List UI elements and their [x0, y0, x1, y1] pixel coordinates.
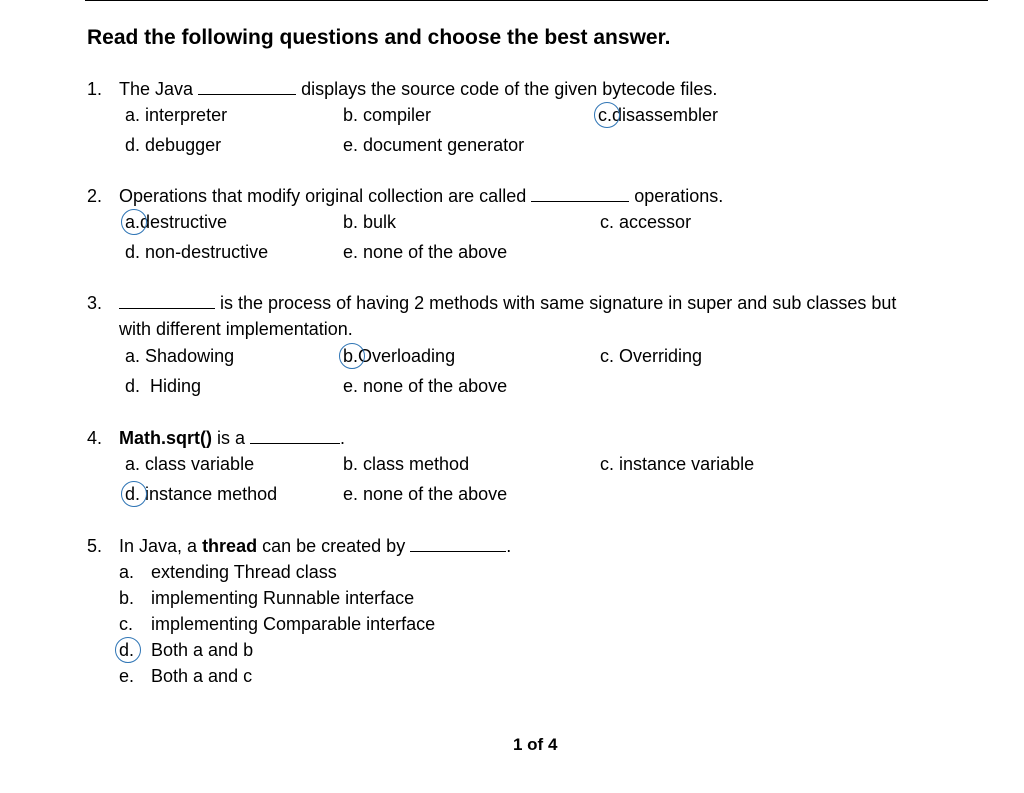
- option-d[interactable]: d. debugger: [125, 135, 222, 155]
- question-text: Math.sqrt() is a .: [119, 428, 346, 448]
- answer-blank: [198, 80, 296, 95]
- option-c[interactable]: c.disassembler: [598, 105, 719, 125]
- option-e[interactable]: e. none of the above: [343, 484, 508, 504]
- question-text: is the process of having 2 methods with same signature in super and sub classes but: [119, 292, 896, 314]
- option-c[interactable]: c. instance variable: [600, 454, 755, 474]
- question-number: 2.: [87, 186, 103, 206]
- question-number: 1.: [87, 79, 103, 99]
- answer-blank: [531, 187, 629, 202]
- question-text-continued: with different implementation.: [119, 319, 353, 339]
- page-heading: Read the following questions and choose the best answer.: [87, 26, 671, 49]
- selected-answer-circle: b.: [343, 346, 359, 366]
- selected-answer-circle: d.: [125, 484, 141, 504]
- option-e[interactable]: e. none of the above: [343, 242, 508, 262]
- option-e[interactable]: e. Both a and c: [119, 666, 253, 686]
- answer-blank: [119, 294, 215, 309]
- option-d[interactable]: d. instance method: [125, 484, 278, 504]
- option-d[interactable]: d. non-destructive: [125, 242, 269, 262]
- question-text: In Java, a thread can be created by .: [119, 536, 512, 556]
- answer-blank: [410, 537, 506, 552]
- question-text: Operations that modify original collection are called operations.: [119, 186, 724, 206]
- selected-answer-circle: d.: [119, 640, 135, 660]
- answer-blank: [250, 429, 340, 444]
- option-c[interactable]: c. accessor: [600, 212, 692, 232]
- option-d[interactable]: d. Both a and b: [119, 640, 254, 660]
- option-a[interactable]: a. interpreter: [125, 105, 228, 125]
- selected-answer-circle: c.: [598, 105, 613, 125]
- option-d[interactable]: d. Hiding: [125, 376, 202, 396]
- question-number: 3.: [87, 293, 103, 313]
- option-b[interactable]: b. class method: [343, 454, 470, 474]
- option-a[interactable]: a. Shadowing: [125, 346, 235, 366]
- option-e[interactable]: e. document generator: [343, 135, 525, 155]
- question-number: 5.: [87, 536, 103, 556]
- option-b[interactable]: b. bulk: [343, 212, 397, 232]
- option-a[interactable]: a. class variable: [125, 454, 255, 474]
- question-number: 4.: [87, 428, 103, 448]
- option-b[interactable]: b. implementing Runnable interface: [119, 588, 415, 608]
- option-b[interactable]: b. compiler: [343, 105, 432, 125]
- page-number: 1 of 4: [513, 735, 558, 754]
- option-e[interactable]: e. none of the above: [343, 376, 508, 396]
- top-rule: [85, 0, 988, 1]
- option-b[interactable]: b.Overloading: [343, 346, 456, 366]
- selected-answer-circle: a.: [125, 212, 141, 232]
- option-c[interactable]: c. Overriding: [600, 346, 703, 366]
- option-a[interactable]: a.destructive: [125, 212, 228, 232]
- option-a[interactable]: a. extending Thread class: [119, 562, 337, 582]
- option-c[interactable]: c. implementing Comparable interface: [119, 614, 436, 634]
- question-text: The Java displays the source code of the given bytecode files.: [119, 79, 718, 99]
